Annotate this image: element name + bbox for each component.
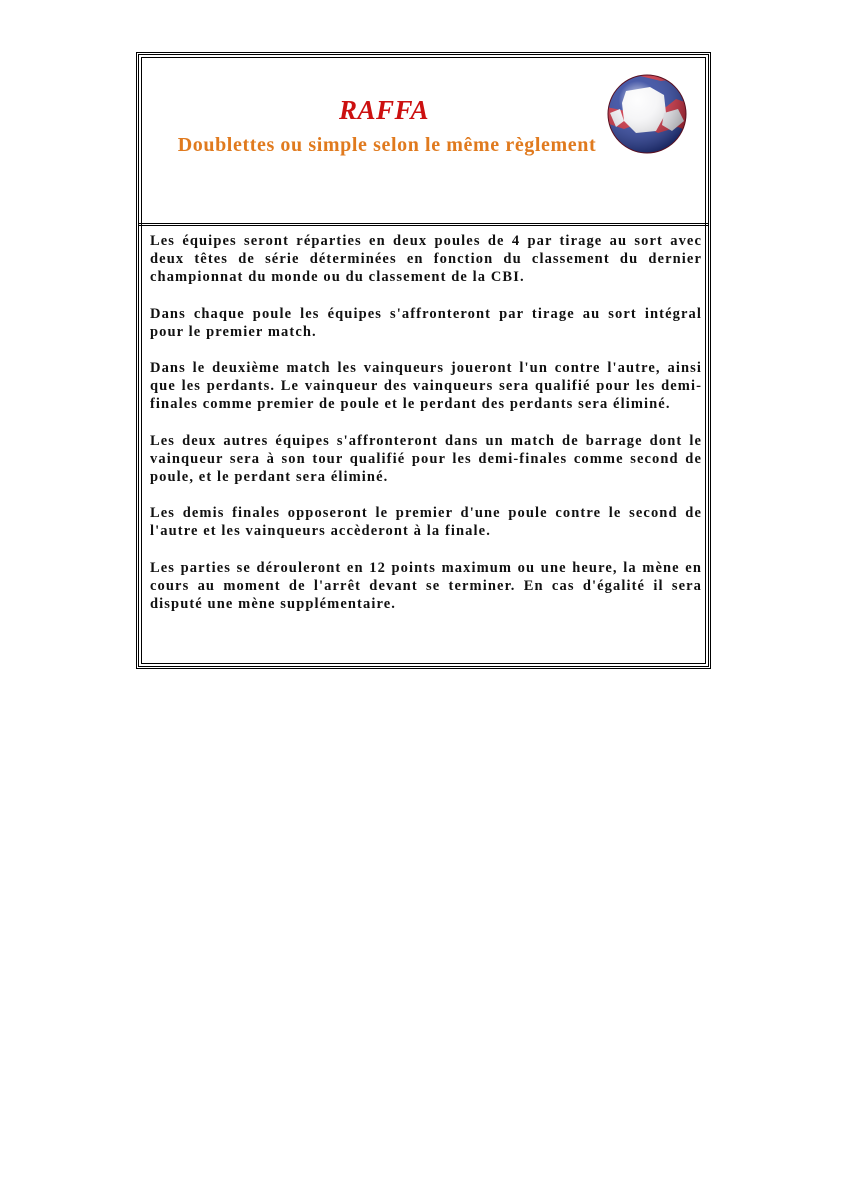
bocce-ball-icon [606,73,688,155]
rules-text [150,232,702,631]
page-subtitle: Doublettes ou simple selon le même règlement [177,134,597,156]
page-title: RAFFA [338,95,430,125]
rules-frame [136,52,711,669]
rules-paragraph: Les équipes seront réparties en deux poules de 4 par tirage au sort avec deux têtes de série déterminées en fonction du classement du dernier championnat du monde ou du classement de la CBI. [150,233,702,286]
rules-paragraph: Dans chaque poule les équipes s'affronteront par tirage au sort intégral pour le premier match. [150,305,702,340]
rules-paragraph: Les deux autres équipes s'affronteront dans un match de barrage dont le vainqueur sera à son tour qualifié pour les demi-finales comme second de poule, et le perdant sera éliminé. [150,432,702,486]
rules-paragraph: Dans le deuxième match les vainqueurs joueront l'un contre l'autre, ainsi que les perdants. Le vainqueur des vainqueurs sera qualifié pour les demi-finales comme premier de poule et le perdant des perdants sera éliminé. [150,360,702,413]
header-section [139,55,708,226]
rules-paragraph: Les parties se dérouleront en 12 points maximum ou une heure, la mène en cours au moment de l'arrêt devant se terminer. En cas d'égalité il sera disputé une mène supplémentaire. [150,559,702,613]
rules-paragraph: Les demis finales opposeront le premier d'une poule contre le second de l'autre et les vainqueurs accèderont à la finale. [150,505,702,540]
